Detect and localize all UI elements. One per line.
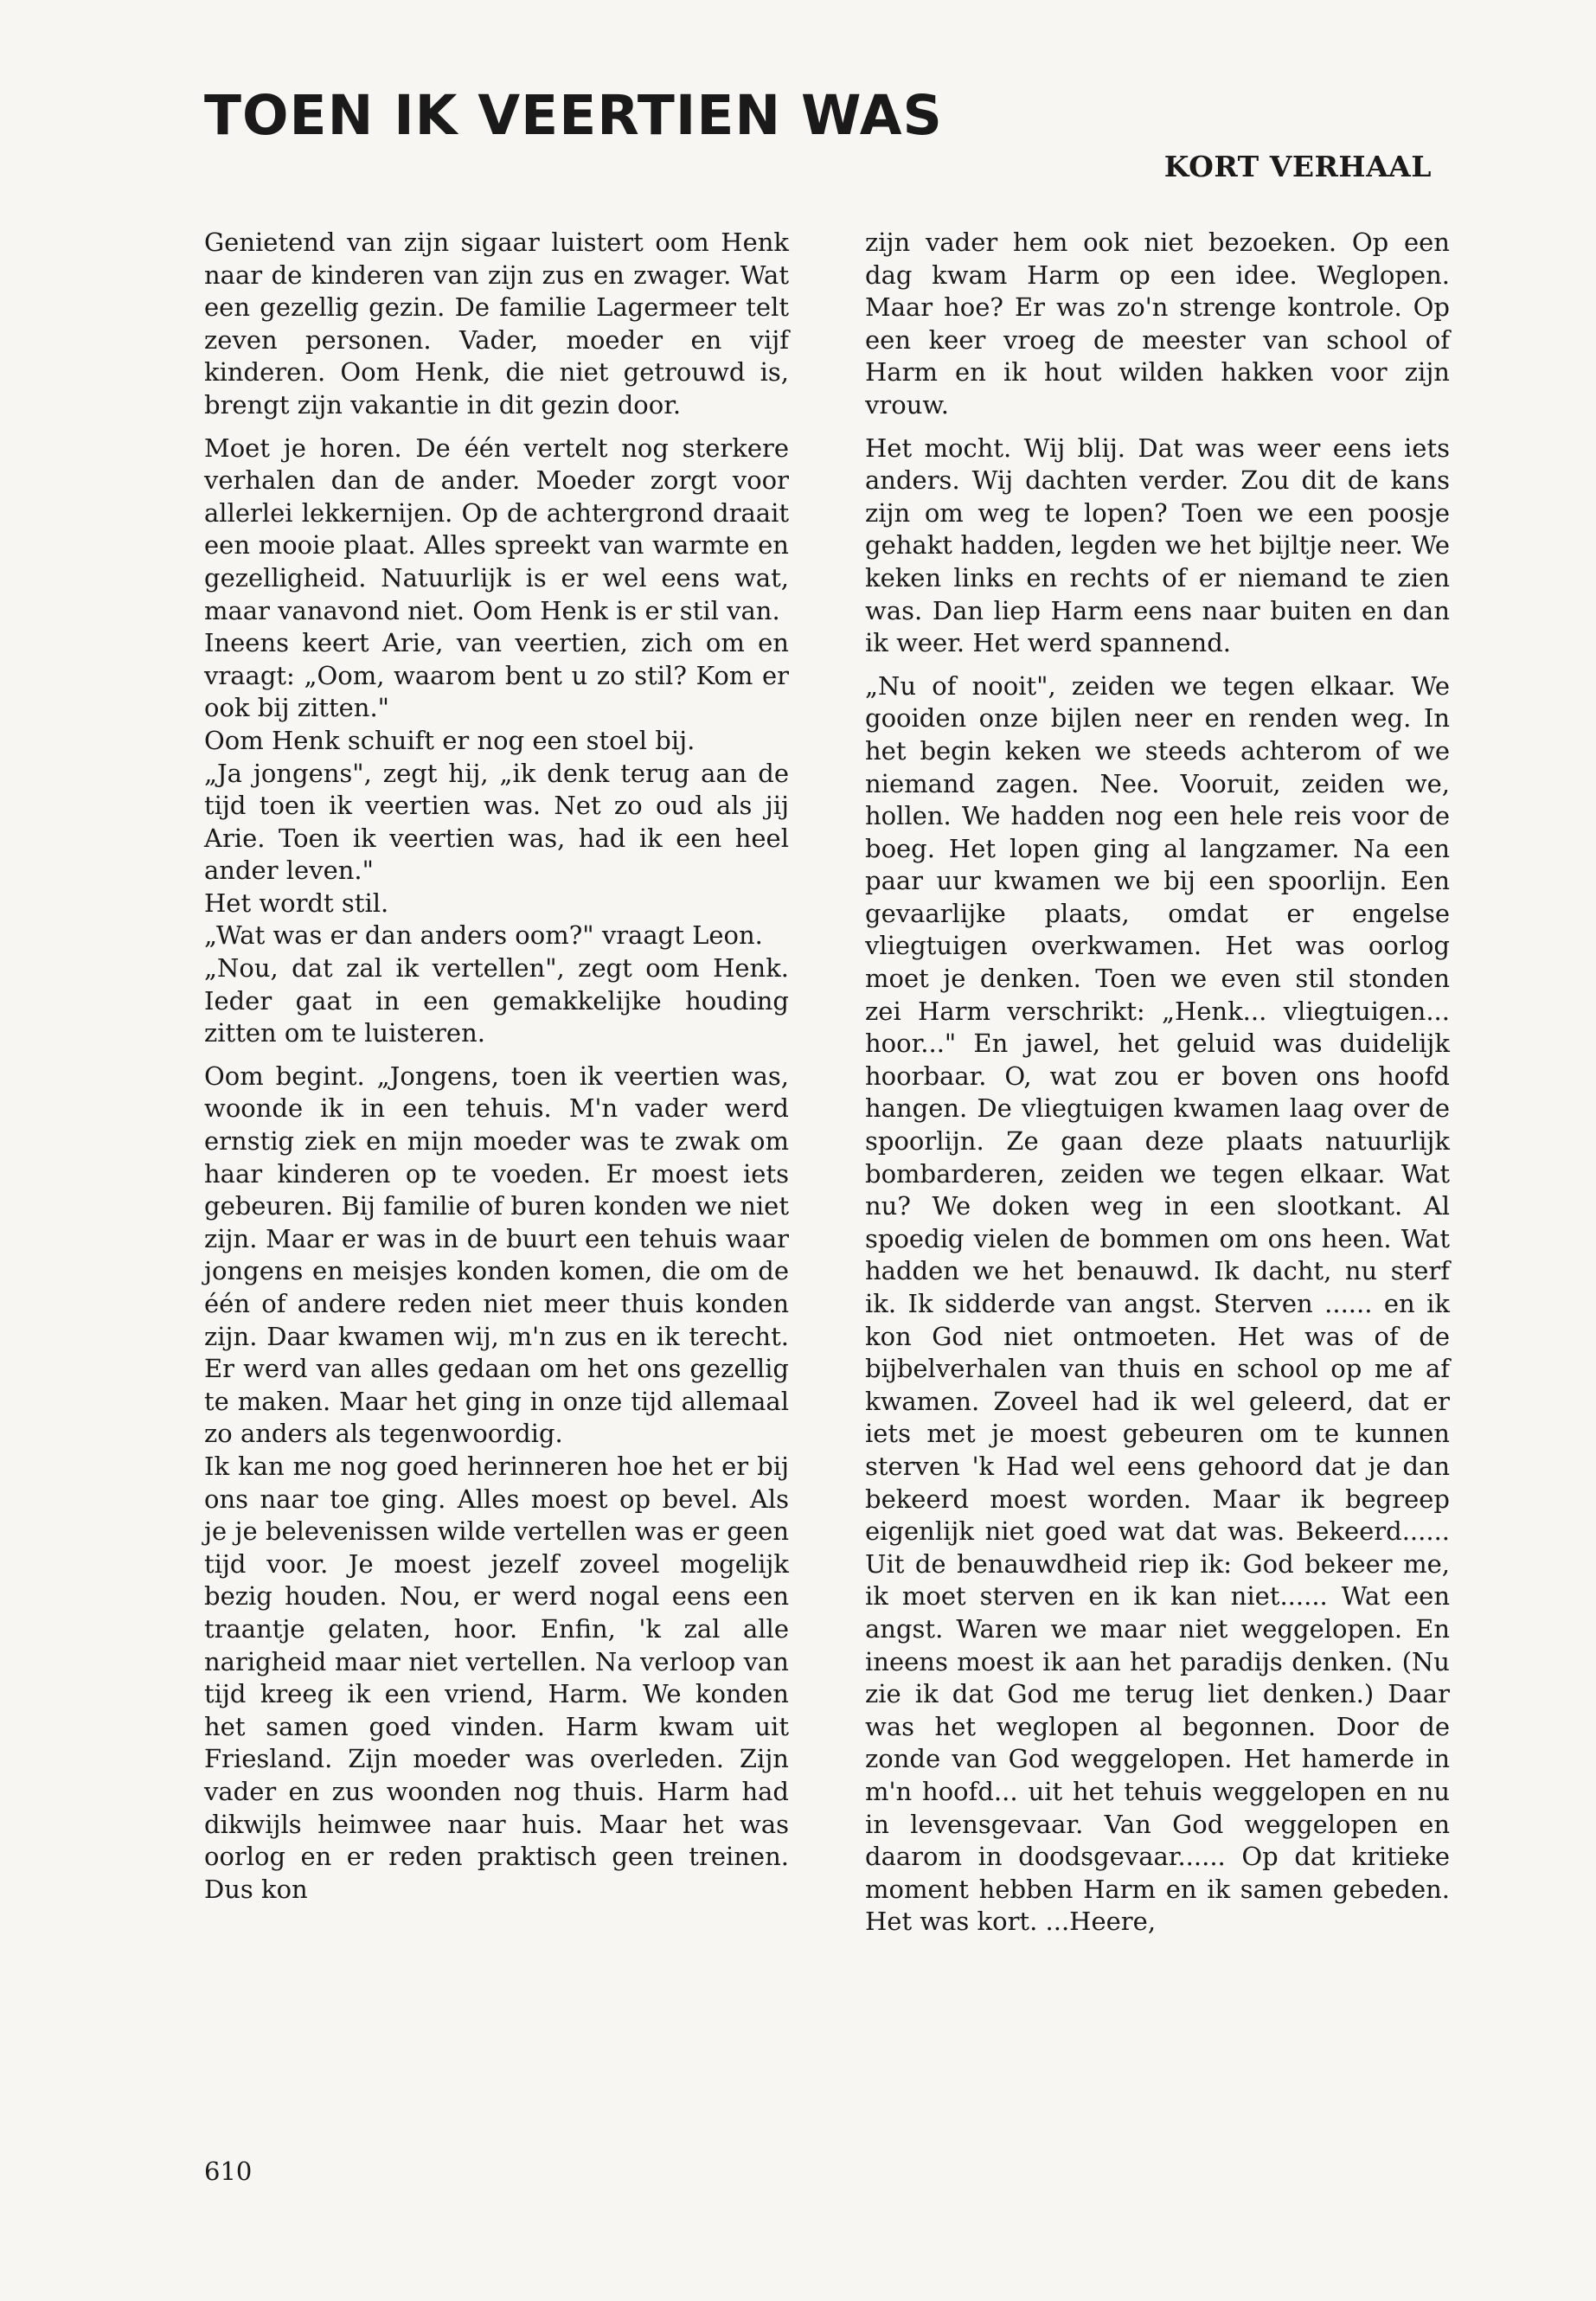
paragraph: Het wordt stil. bbox=[204, 888, 389, 918]
page-number: 610 bbox=[204, 2157, 253, 2186]
paragraph: Het mocht. Wij blij. Dat was weer eens iets anders. Wij dachten verder. Zou dit de kans zijn om weg te lopen? Toen we een poosje gehakt hadden, legden we het bijltje neer. We keken links en rechts of er niemand te zien was. Dan liep Harm eens naar buiten en dan ik weer. Het werd spannend. bbox=[865, 433, 1450, 658]
paragraph: Moet je horen. De één vertelt nog sterkere verhalen dan de ander. Moeder zorgt voor allerlei lekkernijen. Op de achtergrond draait een mooie plaat. Alles spreekt van warmte en gezelligheid. Natuurlijk is er wel eens wat, maar vanavond niet. Oom Henk is er stil van. bbox=[204, 433, 789, 625]
paragraph: Ik kan me nog goed herinneren hoe het er bij ons naar toe ging. Alles moest op bevel. Als je je belevenissen wilde vertellen was er geen tijd voor. Je moest jezelf zoveel mogelijk bezig houden. Nou, er werd nogal eens een traantje gelaten, hoor. Enfin, 'k zal alle narigheid maar niet vertellen. Na verloop van tijd kreeg ik een vriend, Harm. We konden het samen goed vinden. Harm kwam uit Friesland. Zijn moeder was overleden. Zijn vader en zus woonden nog thuis. Harm had dikwijls heimwee naar huis. Maar het was oorlog en er reden praktisch geen treinen. Dus kon bbox=[204, 1451, 789, 1904]
paragraph: Ineens keert Arie, van veertien, zich om en vraagt: „Oom, waarom bent u zo stil? Kom er ook bij zitten." bbox=[204, 628, 789, 723]
paragraph: „Ja jongens", zegt hij, „ik denk terug aan de tijd toen ik veertien was. Net zo oud als jij Arie. Toen ik veertien was, had ik een heel ander leven." bbox=[204, 758, 789, 886]
paragraph: Oom Henk schuift er nog een stoel bij. bbox=[204, 725, 695, 755]
right-column bbox=[865, 227, 1450, 1939]
paragraph: Genietend van zijn sigaar luistert oom Henk naar de kinderen van zijn zus en zwager. Wat een gezellig gezin. De familie Lagermeer telt zeven personen. Vader, moeder en vijf kinderen. Oom Henk, die niet getrouwd is, brengt zijn vakantie in dit gezin door. bbox=[204, 228, 789, 420]
paragraph: „Wat was er dan anders oom?" vraagt Leon. bbox=[204, 920, 763, 951]
paragraph: Oom begint. „Jongens, toen ik veertien was, woonde ik in een tehuis. M'n vader werd ernstig ziek en mijn moeder was te zwak om haar kinderen op te voeden. Er moest iets gebeuren. Bij familie of buren konden we niet zijn. Maar er was in de buurt een tehuis waar jongens en meisjes konden komen, die om de één of andere reden niet meer thuis konden zijn. Daar kwamen wij, m'n zus en ik terecht. Er werd van alles gedaan om het ons gezellig te maken. Maar het ging in onze tijd allemaal zo anders als tegenwoordig. bbox=[204, 1061, 789, 1449]
paragraph: zijn vader hem ook niet bezoeken. Op een dag kwam Harm op een idee. Weglopen. Maar hoe? Er was zo'n strenge kontrole. Op een keer vroeg de meester van school of Harm en ik hout wilden hakken voor zijn vrouw. bbox=[865, 228, 1450, 420]
left-column bbox=[204, 227, 789, 1906]
paragraph: „Nou, dat zal ik vertellen", zegt oom Henk. Ieder gaat in een gemakkelijke houding zitten om te luisteren. bbox=[204, 953, 789, 1048]
section-label: KORT VERHAAL bbox=[1163, 150, 1432, 183]
paragraph: „Nu of nooit", zeiden we tegen elkaar. We gooiden onze bijlen neer en renden weg. In het begin keken we steeds achterom of we niemand zagen. Nee. Vooruit, zeiden we, hollen. We hadden nog een hele reis voor de boeg. Het lopen ging al langzamer. Na een paar uur kwamen we bij een spoorlijn. Een gevaarlijke plaats, omdat er engelse vliegtuigen overkwamen. Het was oorlog moet je denken. Toen we even stil stonden zei Harm verschrikt: „Henk... vliegtuigen... hoor..." En jawel, het geluid was duidelijk hoorbaar. O, wat zou er boven ons hoofd hangen. De vliegtuigen kwamen laag over de spoorlijn. Ze gaan deze plaats natuurlijk bombarderen, zeiden we tegen elkaar. Wat nu? We doken weg in een slootkant. Al spoedig vielen de bommen om ons heen. Wat hadden we het benauwd. Ik dacht, nu sterf ik. Ik sidderde van angst. Sterven ...... en ik kon God niet ontmoeten. Het was of de bijbelverhalen van thuis en school op me af kwamen. Zoveel had ik wel geleerd, dat er iets met je moest gebeuren om te kunnen sterven 'k Had wel eens gehoord dat je dan bekeerd moest worden. Maar ik begreep eigenlijk niet goed wat dat was. Bekeerd...... Uit de benauwdheid riep ik: God bekeer me, ik moet sterven en ik kan niet...... Wat een angst. Waren we maar niet weggelopen. En ineens moest ik aan het paradijs denken. (Nu zie ik dat God me terug liet denken.) Daar was het weglopen al begonnen. Door de zonde van God weggelopen. Het hamerde in m'n hoofd... uit het tehuis weggelopen en nu in levensgevaar. Van God weggelopen en daarom in doodsgevaar...... Op dat kritieke moment hebben Harm en ik samen gebeden. Het was kort. ...Heere, bbox=[865, 670, 1450, 1937]
article-title: TOEN IK VEERTIEN WAS bbox=[204, 84, 943, 147]
